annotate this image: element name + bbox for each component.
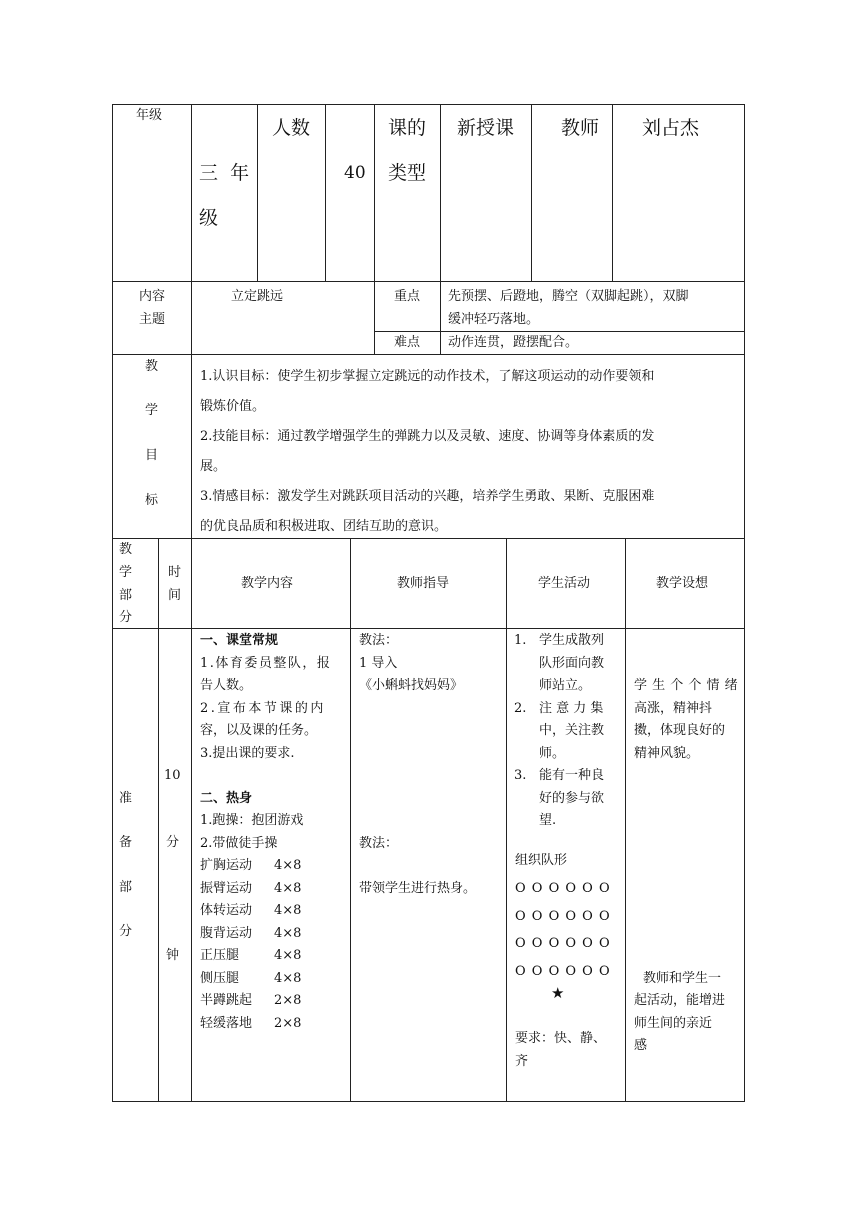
activity-1-line-3: 师站立。 [539, 678, 592, 693]
exercise-name-6: 侧压腿 [200, 971, 240, 986]
prep-section-char-2: 备 [119, 835, 133, 850]
th-section-char-2: 学 [119, 565, 133, 580]
td-guidance [350, 628, 507, 1102]
topic-value: 立定跳远 [231, 289, 284, 304]
activity-num-2: 2. [514, 701, 527, 716]
th-content-label: 教学内容 [241, 576, 294, 591]
guidance-method-1-label: 教法： [359, 633, 399, 648]
topic-label-line-2: 主题 [139, 312, 166, 327]
exercise-reps-1: 4×8 [274, 858, 302, 873]
content-line-2b: 容，以及课的任务。 [200, 723, 318, 738]
count-value: 40 [344, 163, 366, 183]
design-2-line-1: 教师和学生一 [643, 971, 722, 986]
goals-line-6: 的优良品质和积极进取、团结互助的意识。 [200, 519, 448, 534]
exercise-name-7: 半蹲跳起 [200, 993, 253, 1008]
activity-3-line-1: 能有一种良 [539, 768, 605, 783]
design-2-line-2: 起活动，能增进 [634, 993, 726, 1008]
prep-section-char-3: 部 [119, 880, 133, 895]
content-line-4: 1.跑操：抱团游戏 [200, 813, 304, 828]
goals-line-4: 展。 [200, 459, 227, 474]
th-section-char-4: 分 [119, 610, 133, 625]
prep-time-unit-2: 钟 [166, 948, 180, 963]
formation-row-4: O O O O O O [515, 964, 611, 979]
goals-line-5: 3.情感目标：激发学生对跳跃项目活动的兴趣，培养学生勇敢、果断、克服困难 [200, 489, 655, 504]
td-section [112, 628, 159, 1102]
topic-label-line-1: 内容 [139, 289, 166, 304]
goals-line-2: 锻炼价值。 [200, 399, 266, 414]
exercise-name-5: 正压腿 [200, 948, 240, 963]
prep-time-unit-1: 分 [166, 835, 180, 850]
formation-row-1: O O O O O O [515, 881, 611, 896]
exercise-name-4: 腹背运动 [200, 926, 253, 941]
activity-2-line-2: 中，关注教 [539, 723, 605, 738]
exercise-name-1: 扩胸运动 [200, 858, 253, 873]
th-section-char-3: 部 [119, 588, 133, 603]
design-1-line-3: 擞，体现良好的 [634, 723, 726, 738]
cell-count-value [325, 104, 375, 282]
formation-row-2: O O O O O O [515, 909, 611, 924]
guidance-method-1-story: 《小蝌蚪找妈妈》 [359, 678, 464, 693]
formation-label: 组织队形 [515, 853, 568, 868]
exercise-reps-5: 4×8 [274, 948, 302, 963]
guidance-method-2-label: 教法： [359, 836, 399, 851]
goals-label-char-3: 目 [145, 448, 159, 463]
exercise-reps-4: 4×8 [274, 926, 302, 941]
design-1-line-2: 高涨，精神抖 [634, 701, 713, 716]
teacher-label: 教师 [561, 117, 600, 139]
activity-req-line-1: 要求：快、静、 [515, 1031, 607, 1046]
activity-req-line-2: 齐 [515, 1054, 529, 1069]
th-activity-label: 学生活动 [538, 576, 591, 591]
activity-2-line-1: 注 意 力 集 [539, 701, 604, 716]
activity-num-3: 3. [514, 768, 527, 783]
activity-1-line-1: 学生成散列 [539, 633, 605, 648]
diff-label: 难点 [394, 335, 421, 350]
content-line-1a: 1.体育委员整队，报 [200, 656, 332, 671]
grade-value-line-1: 三 年 [199, 162, 250, 184]
th-time-char-2: 间 [168, 588, 182, 603]
cell-grade-label [112, 104, 192, 282]
design-2-line-3: 师生间的亲近 [634, 1016, 713, 1031]
exercise-reps-6: 4×8 [274, 971, 302, 986]
activity-3-line-2: 好的参与欲 [539, 791, 605, 806]
td-time [158, 628, 192, 1102]
grade-value-line-2: 级 [199, 207, 219, 229]
course-type-label-line-2: 类型 [388, 162, 427, 184]
course-type-label-line-1: 课的 [388, 117, 427, 139]
content-heading-warmup: 二、热身 [200, 791, 253, 806]
exercise-name-2: 振臂运动 [200, 881, 253, 896]
exercise-reps-8: 2×8 [274, 1016, 302, 1031]
goals-label-char-4: 标 [145, 493, 159, 508]
formation-teacher-star-icon: ★ [551, 984, 565, 1002]
goals-line-3: 2.技能目标：通过教学增强学生的弹跳力以及灵敏、速度、协调等身体素质的发 [200, 429, 655, 444]
th-time-char-1: 时 [168, 565, 182, 580]
count-label: 人数 [272, 117, 311, 139]
exercise-reps-3: 4×8 [274, 903, 302, 918]
teacher-value: 刘占杰 [642, 117, 700, 139]
design-1-line-4: 精神风貌。 [634, 746, 700, 761]
th-section-char-1: 教 [119, 542, 133, 557]
exercise-name-8: 轻缓落地 [200, 1016, 253, 1031]
key-label: 重点 [394, 289, 421, 304]
activity-2-line-3: 师。 [539, 746, 566, 761]
design-1-line-1: 学 生 个 个 情 绪 [634, 678, 739, 693]
content-heading-routine: 一、课堂常规 [200, 633, 279, 648]
content-line-3: 3.提出课的要求. [200, 746, 295, 761]
goals-label-char-1: 教 [145, 359, 159, 374]
th-design-label: 教学设想 [656, 576, 709, 591]
cell-grade-value [191, 104, 258, 282]
prep-section-char-4: 分 [119, 924, 133, 939]
guidance-method-1-line: 1 导入 [359, 656, 398, 671]
exercise-name-3: 体转运动 [200, 903, 253, 918]
th-guidance-label: 教师指导 [397, 576, 450, 591]
content-line-1b: 告人数。 [200, 678, 253, 693]
exercise-reps-7: 2×8 [274, 993, 302, 1008]
content-line-5: 2.带做徒手操 [200, 836, 278, 851]
grade-label: 年级 [136, 108, 163, 123]
goals-label-char-2: 学 [145, 403, 159, 418]
activity-1-line-2: 队形面向教 [539, 656, 605, 671]
activity-num-1: 1. [514, 633, 527, 648]
goals-line-1: 1.认识目标：使学生初步掌握立定跳远的动作技术，了解这项运动的动作要领和 [200, 369, 655, 384]
prep-time-value: 10 [164, 768, 181, 783]
guidance-method-2-line: 带领学生进行热身。 [359, 881, 477, 896]
course-type-value: 新授课 [457, 117, 515, 139]
content-line-2a: 2.宣布本节课的内 [200, 701, 326, 716]
key-value-line-1: 先预摆、后蹬地，腾空（双脚起跳），双脚 [448, 289, 689, 304]
exercise-reps-2: 4×8 [274, 881, 302, 896]
formation-row-3: O O O O O O [515, 936, 611, 951]
diff-value: 动作连贯，蹬摆配合。 [448, 335, 579, 350]
key-value-line-2: 缓冲轻巧落地。 [448, 312, 540, 327]
prep-section-char-1: 准 [119, 791, 133, 806]
activity-3-line-3: 望. [539, 813, 557, 828]
design-2-line-4: 感 [634, 1038, 648, 1053]
